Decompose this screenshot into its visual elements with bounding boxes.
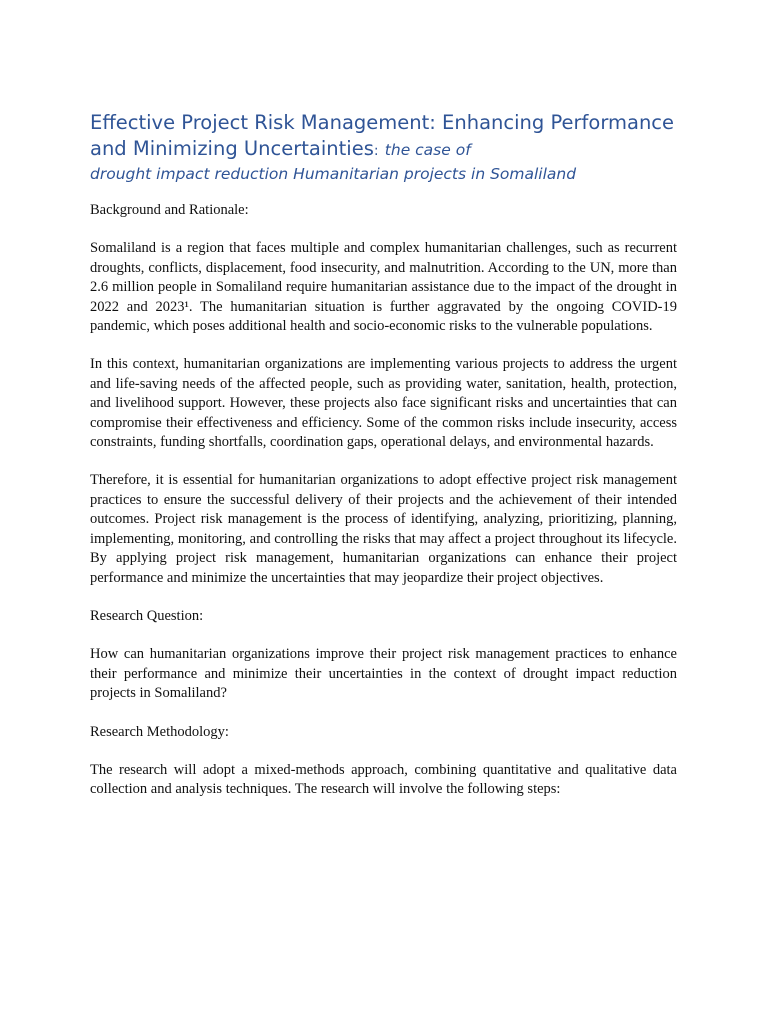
subtitle-part2: drought impact reduction Humanitarian projects in Somaliland <box>90 165 577 183</box>
methodology-text: The research will adopt a mixed-methods approach, combining quantitative and qualitative data collection and analysis techniques. The research will involve the following steps: <box>90 761 677 798</box>
document-body <box>90 110 677 800</box>
research-question-text: How can humanitarian organizations improve their project risk management practices to enhance their performance and minimize their uncertainties in the context of drought impact reduction projects in Somaliland? <box>90 646 677 702</box>
title-main: Effective Project Risk Management: Enhancing Performance and Minimizing Uncertainties <box>90 111 675 160</box>
title-colon: : <box>373 143 379 159</box>
paragraph-situation: Somaliland is a region that faces multiple and complex humanitarian challenges, such as recurrent droughts, conflicts, displacement, food insecurity, and malnutrition. According to the UN, more than 2.6 million people in Somaliland require humanitarian assistance due to the impact of the drought in 2022 and 2023¹. The humanitarian situation is further aggravated by the ongoing COVID-19 pandemic, which poses additional health and socio-economic risks to the vulnerable populations. <box>90 240 677 335</box>
research-question-heading: Research Question: <box>90 607 204 624</box>
subtitle-part1: the case of <box>384 141 471 159</box>
paragraph-context: In this context, humanitarian organizations are implementing various projects to address the urgent and life-saving needs of the affected people, such as providing water, sanitation, health, protection, and livelihood support. However, these projects also face significant risks and uncertainties that can compromise their effectiveness and efficiency. Some of the common risks include insecurity, access constraints, funding shortfalls, coordination gaps, operational delays, and environmental hazards. <box>90 356 677 451</box>
paragraph-risk-management: Therefore, it is essential for humanitarian organizations to adopt effective project risk management practices to ensure the successful delivery of their projects and the achievement of their intended outcomes. Project risk management is the process of identifying, analyzing, prioritizing, planning, implementing, monitoring, and controlling the risks that may affect a project throughout its lifecycle. By applying project risk management, humanitarian organizations can enhance their project performance and minimize the uncertainties that may jeopardize their project objectives. <box>90 472 677 586</box>
methodology-heading: Research Methodology: <box>90 723 229 740</box>
document-title <box>90 110 677 185</box>
background-heading: Background and Rationale: <box>90 202 249 218</box>
